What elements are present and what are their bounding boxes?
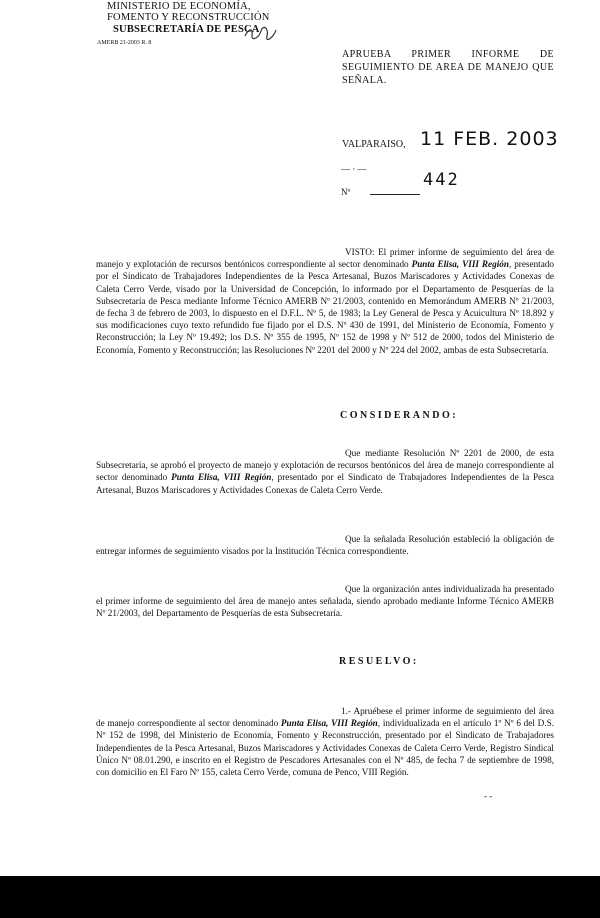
ministry-line-2: FOMENTO Y RECONSTRUCCIÓN <box>107 12 270 23</box>
resolution-number: 442 <box>423 170 460 190</box>
resolution-title: APRUEBA PRIMER INFORME DE SEGUIMIENTO DE AREA DE MANEJO QUE SEÑALA. <box>342 49 554 86</box>
number-underline <box>370 194 420 195</box>
resuelvo-paragraph-1 <box>96 705 554 778</box>
number-label: Nº <box>341 187 351 197</box>
stamped-date: 11 FEB. 2003 <box>420 128 559 150</box>
visto-text: VISTO: El primer informe de seguimiento del área de manejo y explotación de recursos bentónicos correspondiente al sector denominado Punta Elisa, VIII Región, presentado por el Sindicato de Trabajadores Independientes de la Pesca Artesanal, Buzos Mariscadores y Actividades Conexas de Caleta Cerro Verde, visado por la Universidad de Concepción, lo informado por el Departamento de Pesquerías de la Subsecretaría de Pesca mediante Informe Técnico AMERB Nº 21/2003, contenido en Memorándum AMERB Nº 21/2003, de fecha 3 de febrero de 2003, lo dispuesto en el D.F.L. Nº 5, de 1983; la Ley General de Pesca y Acuicultura Nº 18.892 y sus modificaciones cuyo texto refundido fue fijado por el D.S. Nº 430 de 1991, del Ministerio de Economía, Fomento y Reconstrucción; la Ley Nº 19.492; los D.S. Nº 355 de 1995, Nº 152 de 1998 y Nº 512 de 2000, todos del Ministerio de Economía, Fomento y Reconstrucción; las Resoluciones Nº 2201 del 2000 y Nº 224 del 2002, ambas de esta Subsecretaría. <box>96 247 554 355</box>
resuelvo-1-text: 1.- Apruébese el primer informe de seguimiento del área de manejo correspondiente al sector denominado Punta Elisa, VIII Región, individualizada en el artículo 1º Nº 6 del D.S. Nº 152 de 1998, del Ministerio de Economía, Fomento y Reconstrucción, presentado por el Sindicato de Trabajadores Independientes de la Pesca Artesanal, Buzos Mariscadores y Actividades Conexas de Caleta Cerro Verde, Registro Sindical Único Nº 08.01.290, e inscrito en el Registro de Pescadores Artesanales con el Nº 485, de fecha 7 de septiembre de 1998, con domicilio en El Faro Nº 155, caleta Cerro Verde, comuna de Penco, VIII Región. <box>96 706 554 778</box>
subsecretaria-line: SUBSECRETARÍA DE PESCA <box>113 24 260 35</box>
considerando-2-text: Que la señalada Resolución estableció la obligación de entregar informes de seguimiento visados por la Institución Técnica correspondiente. <box>96 534 554 557</box>
dash-mark: — · — <box>341 164 367 174</box>
handwritten-initials <box>243 26 277 43</box>
considerando-heading: CONSIDERANDO: <box>340 410 459 421</box>
resuelvo-heading: RESUELVO: <box>339 656 419 667</box>
considerando-paragraph-3 <box>96 583 554 620</box>
considerando-1-text: Que mediante Resolución Nº 2201 de 2000, de esta Subsecretaría, se aprobó el proyecto de manejo y explotación de recursos bentónicos del área de manejo correspondiente al sector denominado Punta Elisa, VIII Región, presentado por el Sindicato de Trabajadores Independientes de la Pesca Artesanal, Buzos Mariscadores y Actividades Conexas de Caleta Cerro Verde. <box>96 448 554 495</box>
continuation-mark: - - <box>484 791 493 801</box>
ministry-line-1: MINISTERIO DE ECONOMÍA, <box>107 1 251 12</box>
considerando-paragraph-1 <box>96 447 554 496</box>
reference-code: AMERB 21-2003 R. 8 <box>97 40 152 46</box>
place: VALPARAISO, <box>342 139 406 150</box>
considerando-paragraph-2 <box>96 533 554 557</box>
considerando-3-text: Que la organización antes individualizada ha presentado el primer informe de seguimiento del área de manejo antes señalada, siendo aprobado mediante Informe Técnico AMERB Nº 21/2003, del Departamento de Pesquerías de esta Subsecretaría. <box>96 584 554 619</box>
visto-paragraph <box>96 246 554 356</box>
